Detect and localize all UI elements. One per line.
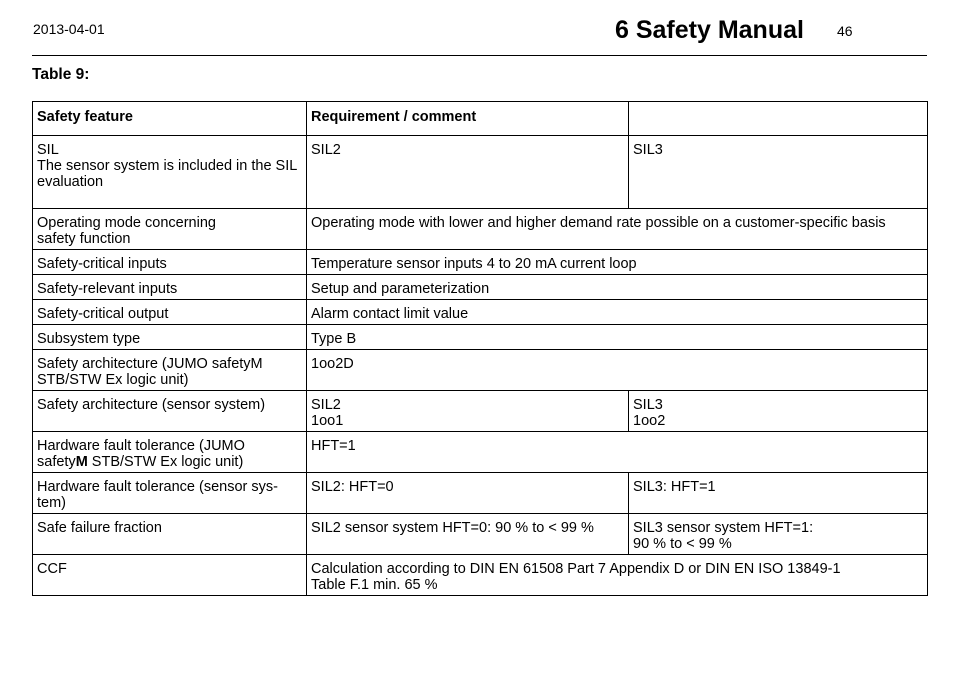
table-row bbox=[33, 136, 928, 209]
chapter-title: 6 Safety Manual bbox=[615, 16, 804, 44]
table-row bbox=[33, 473, 928, 514]
table-caption: Table 9: bbox=[32, 66, 90, 83]
feature-cell bbox=[33, 432, 307, 473]
feature-cell: Safety architecture (sensor system) bbox=[33, 391, 307, 432]
value-cell: 1oo2D bbox=[307, 350, 928, 391]
table-row bbox=[33, 432, 928, 473]
feature-cell: Safety-critical inputs bbox=[33, 250, 307, 275]
value-cell: SIL2 bbox=[307, 136, 629, 209]
safety-table bbox=[32, 101, 928, 596]
value-cell: SIL3 sensor system HFT=1: 90 % to < 99 % bbox=[629, 514, 928, 555]
feature-cell: CCF bbox=[33, 555, 307, 596]
header-cell: Requirement / comment bbox=[307, 102, 629, 136]
document-date: 2013-04-01 bbox=[33, 21, 105, 37]
value-cell: Operating mode with lower and higher demand rate possible on a customer-specific basis bbox=[307, 209, 928, 250]
feature-cell: Safety-critical output bbox=[33, 300, 307, 325]
feature-text: Hardware fault tolerance (JUMO safety bbox=[37, 438, 245, 470]
feature-cell: Subsystem type bbox=[33, 325, 307, 350]
value-cell: SIL3 1oo2 bbox=[629, 391, 928, 432]
header-cell: Safety feature bbox=[33, 102, 307, 136]
value-cell: HFT=1 bbox=[307, 432, 928, 473]
value-cell: SIL3 bbox=[629, 136, 928, 209]
feature-text-bold: M bbox=[75, 454, 88, 470]
table-row bbox=[33, 275, 928, 300]
value-cell: SIL2 1oo1 bbox=[307, 391, 629, 432]
feature-cell: Safety architecture (JUMO safetyM STB/STW Ex logic unit) bbox=[33, 350, 307, 391]
feature-cell: Operating mode concerning safety function bbox=[33, 209, 307, 250]
header-cell bbox=[629, 102, 928, 136]
table-row bbox=[33, 391, 928, 432]
value-cell: Alarm contact limit value bbox=[307, 300, 928, 325]
page-number: 46 bbox=[837, 23, 853, 39]
value-cell: SIL2: HFT=0 bbox=[307, 473, 629, 514]
value-cell: Temperature sensor inputs 4 to 20 mA current loop bbox=[307, 250, 928, 275]
table-row bbox=[33, 325, 928, 350]
header-rule bbox=[32, 55, 927, 56]
value-cell: Calculation according to DIN EN 61508 Part 7 Appendix D or DIN EN ISO 13849-1 Table F.1 min. 65 % bbox=[307, 555, 928, 596]
feature-cell: Safe failure fraction bbox=[33, 514, 307, 555]
value-cell: SIL3: HFT=1 bbox=[629, 473, 928, 514]
table-row bbox=[33, 250, 928, 275]
table-row bbox=[33, 350, 928, 391]
feature-text: STB/STW Ex logic unit) bbox=[87, 454, 244, 470]
table-row bbox=[33, 209, 928, 250]
table-row bbox=[33, 514, 928, 555]
value-cell: Type B bbox=[307, 325, 928, 350]
table-row bbox=[33, 300, 928, 325]
table-row bbox=[33, 555, 928, 596]
value-cell: SIL2 sensor system HFT=0: 90 % to < 99 % bbox=[307, 514, 629, 555]
feature-cell: SIL The sensor system is included in the SIL evaluation bbox=[33, 136, 307, 209]
value-cell: Setup and parameterization bbox=[307, 275, 928, 300]
feature-cell: Safety-relevant inputs bbox=[33, 275, 307, 300]
feature-cell: Hardware fault tolerance (sensor sys- tem) bbox=[33, 473, 307, 514]
table-header-row bbox=[33, 102, 928, 136]
